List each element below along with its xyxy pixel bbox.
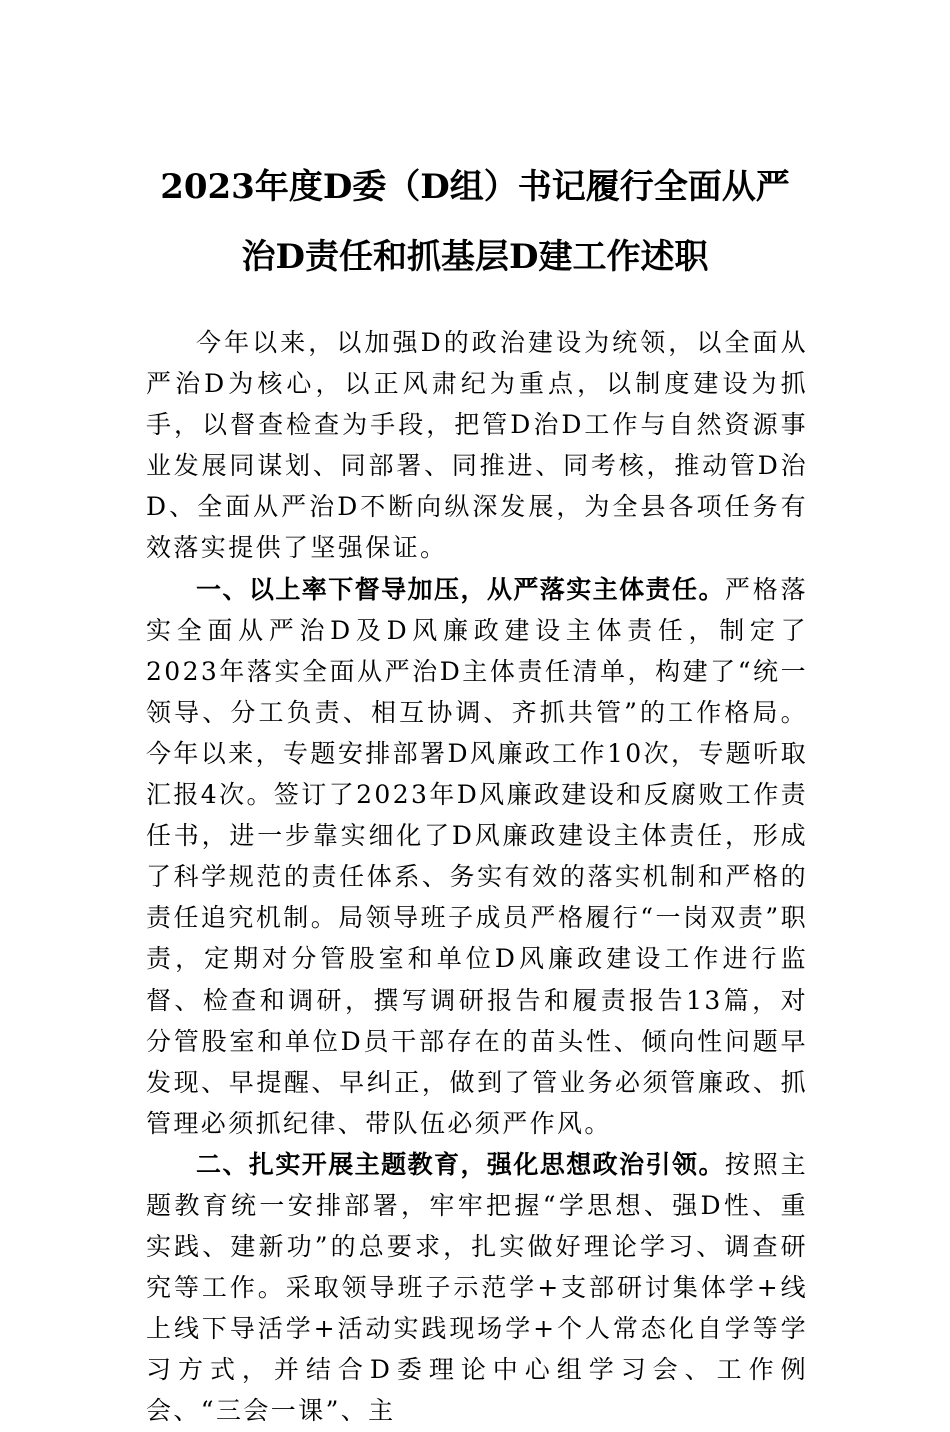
document-title-line-2: 治D责任和抓基层D建工作述职 (241, 237, 709, 277)
paragraph-text: 严格落实全面从严治D及D风廉政建设主体责任，制定了2023年落实全面从严治D主体责任清单，构建了“统一领导、分工负责、相互协调、齐抓共管”的工作格局。今年以来，专题安排部署D风廉政工作10次，专题听取汇报4次。签订了2023年D风廉政建设和反腐败工作责任书，进一步靠实细化了D风廉政建设主体责任，形成了科学规范的责任体系、务实有效的落实机制和严格的责任追究机制。局领导班子成员严格履行“一岗双责”职责，定期对分管股室和单位D风廉政建设工作进行监督、检查和调研，撰写调研报告和履责报告13篇，对分管股室和单位D员干部存在的苗头性、倾向性问题早发现、早提醒、早纠正，做到了管业务必须管廉政、抓管理必须抓纪律、带队伍必须严作风。 (146, 574, 808, 1138)
document-title-line-1: 2023年度D委（D组）书记履行全面从严 (160, 167, 790, 207)
paragraph-section-2 (146, 1144, 808, 1432)
paragraph-section-1 (146, 569, 808, 1144)
paragraph-intro (146, 322, 808, 569)
document-body (146, 322, 808, 1432)
paragraph-text: 今年以来，以加强D的政治建设为统领，以全面从严治D为核心，以正风肃纪为重点，以制度建设为抓手，以督查检查为手段，把管D治D工作与自然资源事业发展同谋划、同部署、同推进、同考核，推动管D治D、全面从严治D不断向纵深发展，为全县各项任务有效落实提供了坚强保证。 (146, 328, 808, 563)
section-heading: 一、以上率下督导加压，从严落实主体责任。 (196, 574, 725, 604)
paragraph-text: 按照主题教育统一安排部署，牢牢把握“学思想、强D性、重实践、建新功”的总要求，扎实做好理论学习、调查研究等工作。采取领导班子示范学+支部研讨集体学+线上线下导活学+活动实践现场学+个人常态化自学等学习方式，并结合D委理论中心组学习会、工作例会、“三会一课”、主 (146, 1149, 808, 1426)
section-heading: 二、扎实开展主题教育，强化思想政治引领。 (196, 1149, 725, 1179)
